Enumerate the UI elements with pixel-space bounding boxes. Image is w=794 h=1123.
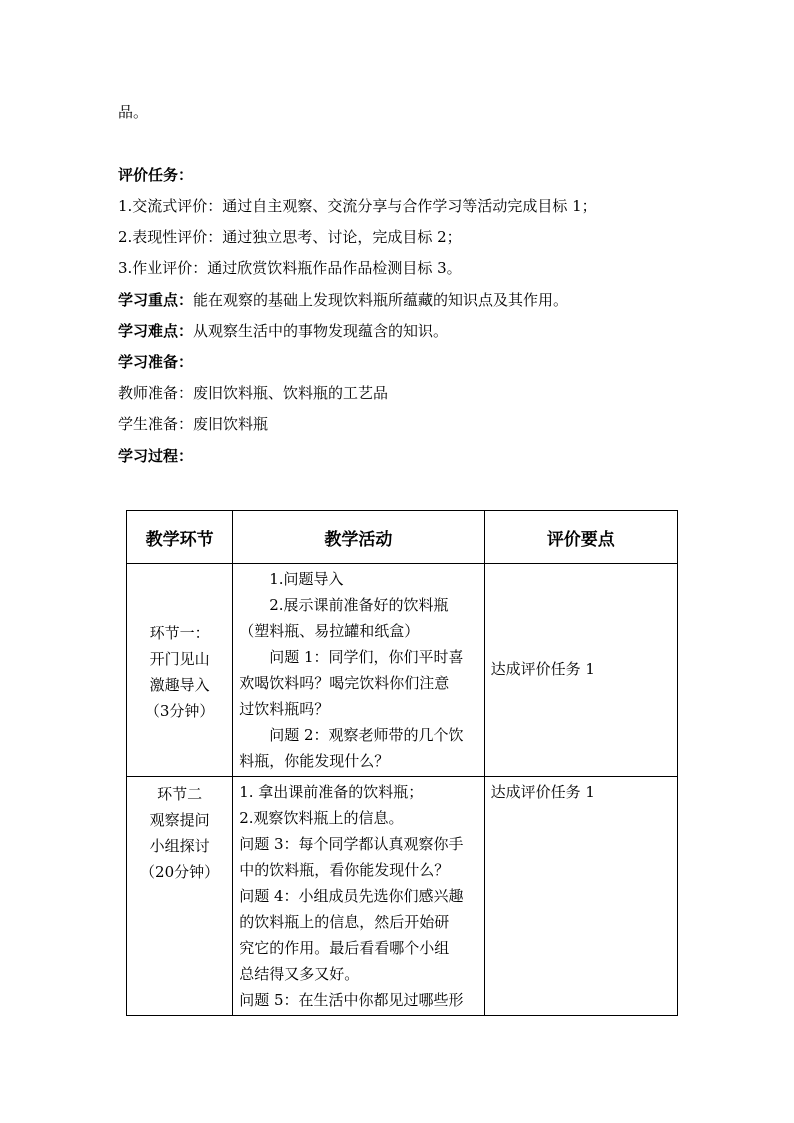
teacher-preparation: 教师准备：废旧饮料瓶、饮料瓶的工艺品 <box>118 384 389 402</box>
stage-line: 环节二 <box>157 785 203 803</box>
activity-cell <box>233 564 484 777</box>
table-header-row <box>127 511 678 564</box>
stage-line: 激趣导入 <box>149 676 210 694</box>
activity-line: 1. 拿出课前准备的饮料瓶； <box>239 783 424 801</box>
evaluation-point: 达成评价任务 1 <box>490 783 595 801</box>
learning-focus-text: 能在观察的基础上发现饮料瓶所蕴藏的知识点及其作用。 <box>193 291 569 309</box>
activity-line: 2.展示课前准备好的饮料瓶 <box>269 596 449 614</box>
table-row <box>127 564 678 777</box>
stage-line: 环节一： <box>149 624 210 642</box>
activity-line: 究它的作用。最后看看哪个小组 <box>239 939 450 957</box>
learning-focus-label: 学习重点： <box>118 291 194 309</box>
evaluation-item-2: 2.表现性评价：通过独立思考、讨论，完成目标 2； <box>118 228 462 246</box>
intro-tail-text: 品。 <box>118 103 149 121</box>
activity-cell <box>233 777 484 1016</box>
process-heading: 学习过程： <box>118 447 194 465</box>
evaluation-item-1: 1.交流式评价：通过自主观察、交流分享与合作学习等活动完成目标 1； <box>118 197 597 215</box>
stage-line: 观察提问 <box>149 811 210 829</box>
activity-line: 问题 3：每个同学都认真观察你手 <box>239 835 464 853</box>
activity-line: 问题 1：同学们，你们平时喜 <box>269 648 464 666</box>
activity-line: 料瓶，你能发现什么？ <box>239 752 390 770</box>
stage-line: （20分钟） <box>140 863 220 881</box>
learning-difficulty-text: 从观察生活中的事物发现蕴含的知识。 <box>193 322 449 340</box>
activity-line: 问题 5：在生活中你都见过哪些形 <box>239 991 464 1009</box>
activity-line: 过饮料瓶吗？ <box>239 700 330 718</box>
activity-line: 中的饮料瓶，看你能发现什么？ <box>239 861 450 879</box>
table-row <box>127 777 678 1016</box>
header-evaluation: 评价要点 <box>484 511 677 564</box>
lesson-process-table <box>126 510 678 1016</box>
preparation-heading: 学习准备： <box>118 353 194 371</box>
activity-line: 总结得又多又好。 <box>239 965 360 983</box>
activity-line: 的饮料瓶上的信息，然后开始研 <box>239 913 450 931</box>
learning-difficulty-label: 学习难点： <box>118 322 194 340</box>
activity-line: 1.问题导入 <box>269 570 344 588</box>
evaluation-cell <box>484 564 677 777</box>
student-preparation: 学生准备：废旧饮料瓶 <box>118 415 269 433</box>
stage-line: （3分钟） <box>144 702 215 720</box>
stage-line: 开门见山 <box>149 650 210 668</box>
stage-line: 小组探讨 <box>149 837 210 855</box>
activity-line: 问题 2：观察老师带的几个饮 <box>269 726 464 744</box>
learning-focus <box>118 289 568 311</box>
learning-difficulty <box>118 320 448 342</box>
activity-line: （塑料瓶、易拉罐和纸盒） <box>239 622 420 640</box>
evaluation-point: 达成评价任务 1 <box>490 660 595 678</box>
activity-line: 欢喝饮料吗？喝完饮料你们注意 <box>239 674 450 692</box>
header-stage: 教学环节 <box>127 511 233 564</box>
evaluation-item-3: 3.作业评价：通过欣赏饮料瓶作品作品检测目标 3。 <box>118 259 462 277</box>
stage-cell <box>127 564 233 777</box>
activity-line: 2.观察饮料瓶上的信息。 <box>239 809 404 827</box>
header-activity: 教学活动 <box>233 511 484 564</box>
stage-cell <box>127 777 233 1016</box>
evaluation-cell <box>484 777 677 1016</box>
evaluation-heading: 评价任务： <box>118 166 194 184</box>
activity-line: 问题 4：小组成员先选你们感兴趣 <box>239 887 464 905</box>
